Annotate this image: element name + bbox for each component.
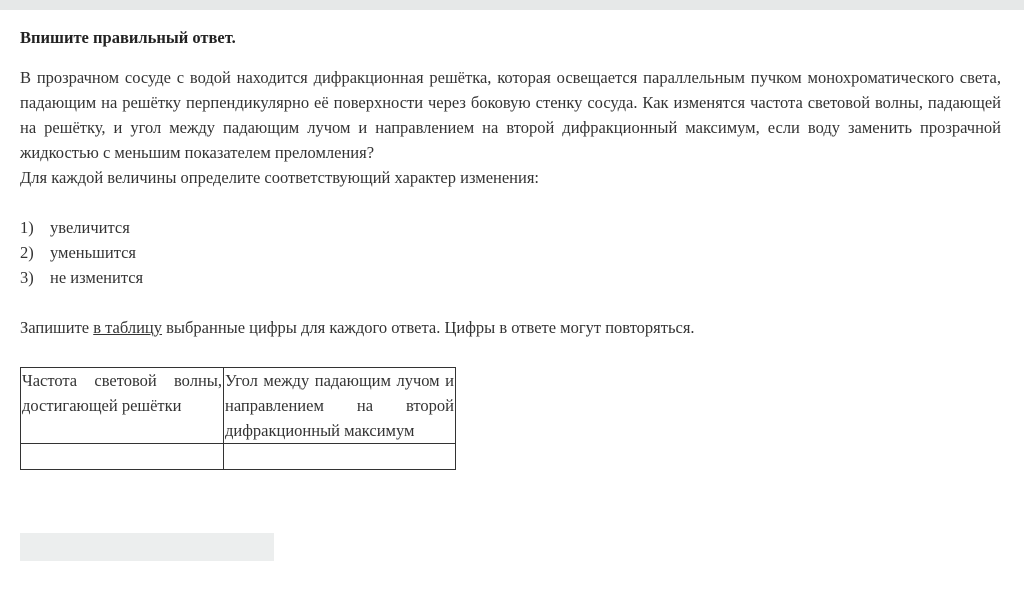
answer-input-angle[interactable]	[224, 444, 455, 469]
top-strip	[0, 0, 1024, 10]
option-text: увеличится	[50, 218, 130, 237]
table-answer-row	[21, 444, 456, 470]
option-text: не изменится	[50, 268, 144, 287]
answer-cell-frequency	[21, 444, 224, 470]
option-item	[20, 240, 1001, 265]
option-number: 2)	[20, 243, 34, 262]
write-prefix: Запишите	[20, 318, 94, 337]
task-title: Впишите правильный ответ.	[20, 28, 236, 47]
header-angle: Угол между падающим лучом и направлением на второй дифракционный максимум	[224, 368, 456, 444]
option-text: уменьшится	[50, 243, 137, 262]
submit-button[interactable]	[20, 533, 274, 561]
write-instruction	[20, 315, 1001, 340]
header-frequency: Частота световой волны, достигающей решётки	[21, 368, 224, 444]
option-number: 3)	[20, 268, 34, 287]
table-header-row	[21, 368, 456, 444]
task-container	[20, 25, 1001, 470]
option-item	[20, 215, 1001, 240]
answer-cell-angle	[224, 444, 456, 470]
option-item	[20, 265, 1001, 290]
table-link[interactable]: в таблицу	[93, 318, 163, 337]
write-suffix: выбранные цифры для каждого ответа. Цифры в ответе могут повторяться.	[162, 318, 695, 337]
option-number: 1)	[20, 218, 34, 237]
answer-input-frequency[interactable]	[21, 444, 223, 469]
options-list	[20, 215, 1001, 290]
instruction-text: Для каждой величины определите соответствующий характер изменения:	[20, 168, 540, 187]
answer-table	[20, 367, 456, 470]
question-text: В прозрачном сосуде с водой находится дифракционная решётка, которая освещается параллельным пучком монохроматического света, падающим на решётку перпендикулярно её поверхности через боковую стенку сосуда. Как изменятся частота световой волны, падающей на решётку, и угол между падающим лучом и направлением на второй дифракционный максимум, если воду заменить прозрачной жидкостью с меньшим показателем преломления?	[20, 68, 1001, 162]
